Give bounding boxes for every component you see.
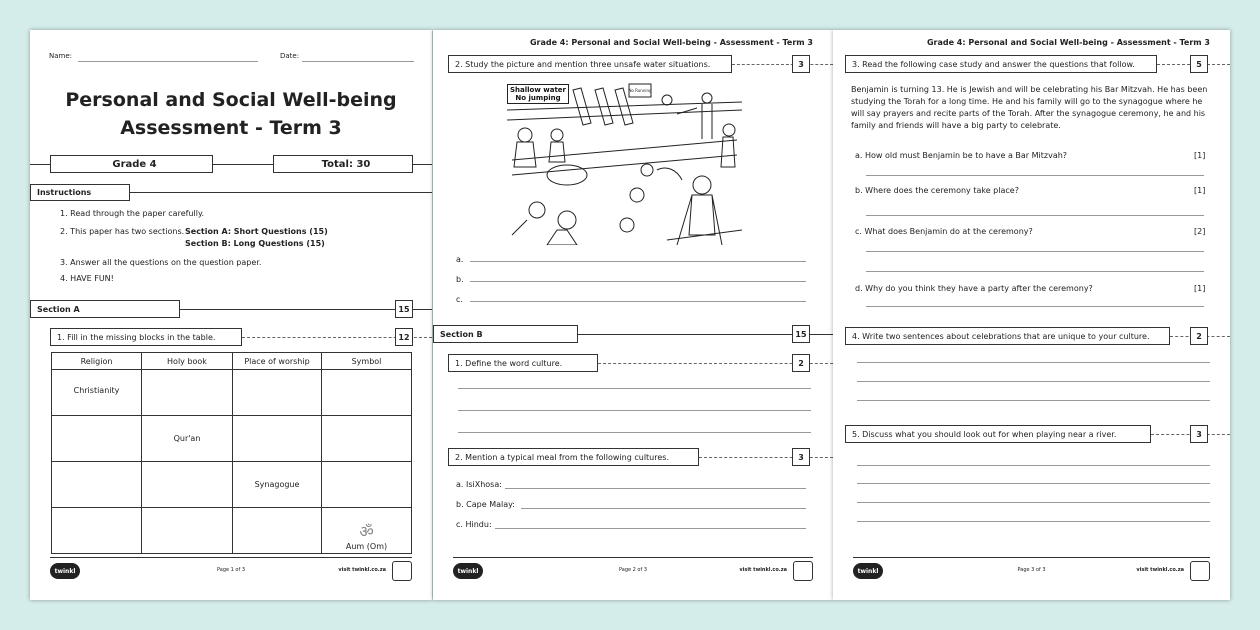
title-line-1: Personal and Social Well-being <box>65 89 397 111</box>
name-label: Name: <box>49 52 73 60</box>
dotted-leader <box>699 457 833 458</box>
total: Total: 30 <box>321 158 371 170</box>
col-holy-book: Holy book <box>142 353 233 370</box>
cell-christianity: Christianity <box>52 370 142 416</box>
answer-line[interactable] <box>505 488 806 489</box>
instruction-1: 1. Read through the paper carefully. <box>60 209 205 218</box>
answer-line-b[interactable] <box>470 281 806 282</box>
pool-tiles <box>512 140 737 175</box>
answer-line[interactable] <box>857 400 1210 401</box>
person <box>518 128 532 142</box>
table-cell[interactable] <box>52 416 142 462</box>
question-3: 3. Read the following case study and answer the questions that follow. <box>852 59 1135 69</box>
b-question-1-box <box>448 354 598 372</box>
answer-line[interactable] <box>458 388 811 389</box>
pool-safety-illustration <box>507 80 743 245</box>
footer-rule <box>853 557 1210 558</box>
worksheet-page-2 <box>433 30 833 600</box>
answer-line[interactable] <box>857 465 1210 466</box>
question-2-marks: 3 <box>792 55 810 73</box>
name-line <box>78 61 258 62</box>
sign-text: No Running <box>628 88 652 93</box>
answer-line[interactable] <box>458 432 811 433</box>
sub-question-c-marks: [2] <box>1194 227 1206 236</box>
answer-line[interactable] <box>521 508 806 509</box>
section-b-heading: Section B <box>440 329 483 339</box>
worksheet-page-3 <box>833 30 1230 600</box>
badge-icon <box>793 561 813 581</box>
answer-label-b: b. <box>456 275 464 284</box>
site-link[interactable]: visit twinkl.co.za <box>1136 567 1184 573</box>
date-line <box>302 61 414 62</box>
question-5-marks: 3 <box>1190 425 1208 443</box>
case-study-line: studying the Torah for a long time. He and his family will go to the synagogue where he <box>851 97 1203 106</box>
table-cell[interactable] <box>233 370 322 416</box>
table-cell[interactable] <box>322 462 412 508</box>
col-symbol: Symbol <box>322 353 412 370</box>
instructions-heading: Instructions <box>37 188 92 197</box>
footer-rule <box>50 557 412 558</box>
question-2: 2. Study the picture and mention three unsafe water situations. <box>455 59 711 69</box>
b-question-2-marks: 3 <box>792 448 810 466</box>
sub-question-d: d. Why do you think they have a party after the ceremony? <box>855 284 1093 293</box>
question-3-box <box>845 55 1157 73</box>
cell-synagogue: Synagogue <box>233 462 322 508</box>
question-4-marks: 2 <box>1190 327 1208 345</box>
table-cell[interactable] <box>322 370 412 416</box>
instruction-4: 4. HAVE FUN! <box>60 274 114 283</box>
answer-line[interactable] <box>866 306 1204 307</box>
instruction-3: 3. Answer all the questions on the question paper. <box>60 258 262 267</box>
answer-line[interactable] <box>857 381 1210 382</box>
answer-line[interactable] <box>857 483 1210 484</box>
sub-question-d-marks: [1] <box>1194 284 1206 293</box>
answer-label-c: c. <box>456 295 463 304</box>
badge-icon <box>1190 561 1210 581</box>
section-a-heading: Section A <box>37 304 80 314</box>
aum-label: Aum (Om) <box>345 542 388 551</box>
pool-deck <box>667 230 742 240</box>
om-symbol-icon: ॐ <box>359 522 374 541</box>
table-cell[interactable] <box>233 508 322 554</box>
answer-line[interactable] <box>857 362 1210 363</box>
pool-edge <box>507 102 742 120</box>
case-study-line: Benjamin is turning 13. He is Jewish and will be celebrating his Bar Mitzvah. He has been <box>851 85 1208 94</box>
table-cell[interactable] <box>142 370 233 416</box>
instructions-box <box>30 184 130 201</box>
table-cell[interactable] <box>322 416 412 462</box>
section-b-box <box>433 325 578 343</box>
twinkl-logo: twinkl <box>50 563 80 579</box>
table-cell[interactable] <box>52 462 142 508</box>
answer-label-a: a. <box>456 255 464 264</box>
question-3-marks: 5 <box>1190 55 1208 73</box>
sign-shallow-water: Shallow water No jumping <box>507 84 569 104</box>
question-1: 1. Fill in the missing blocks in the table. <box>57 332 216 342</box>
table-cell[interactable] <box>233 416 322 462</box>
question-5-box <box>845 425 1151 443</box>
b-question-2: 2. Mention a typical meal from the following cultures. <box>455 452 669 462</box>
section-b-marks: 15 <box>792 325 810 343</box>
page-number: Page 2 of 3 <box>618 567 648 573</box>
col-place-of-worship: Place of worship <box>233 353 322 370</box>
instruction-2: 2. This paper has two sections. <box>60 227 185 236</box>
sub-question-b-marks: [1] <box>1194 186 1206 195</box>
answer-line[interactable] <box>866 215 1204 216</box>
worksheet-page-1 <box>30 30 432 600</box>
cell-aum <box>322 508 412 554</box>
answer-line[interactable] <box>857 521 1210 522</box>
case-study-line: family and friends will have a big party to celebrate. <box>851 121 1061 130</box>
answer-line[interactable] <box>866 175 1204 176</box>
badge-icon <box>392 561 412 581</box>
sub-question-c: c. What does Benjamin do at the ceremony? <box>855 227 1033 236</box>
site-link[interactable]: visit twinkl.co.za <box>739 567 787 573</box>
table-cell[interactable] <box>142 508 233 554</box>
question-5: 5. Discuss what you should look out for when playing near a river. <box>852 429 1117 439</box>
section-a-box <box>30 300 180 318</box>
table-cell[interactable] <box>142 462 233 508</box>
section-b-detail: Section B: Long Questions (15) <box>185 239 325 248</box>
sub-question-a-marks: [1] <box>1194 151 1206 160</box>
question-2-box <box>448 55 732 73</box>
page-number: Page 1 of 3 <box>216 567 246 573</box>
b-question-1-marks: 2 <box>792 354 810 372</box>
twinkl-logo: twinkl <box>853 563 883 579</box>
table-cell[interactable] <box>52 508 142 554</box>
answer-line-a[interactable] <box>470 261 806 262</box>
question-4-box <box>845 327 1170 345</box>
question-1-marks: 12 <box>395 328 413 346</box>
question-1-box <box>50 328 242 346</box>
culture-hindu: c. Hindu: <box>456 520 492 529</box>
site-link[interactable]: visit twinkl.co.za <box>338 567 386 573</box>
running-header: Grade 4: Personal and Social Well-being - Assessment - Term 3 <box>529 38 813 47</box>
total-box <box>273 155 413 173</box>
footer-rule <box>453 557 813 558</box>
cell-quran: Qur'an <box>142 416 233 462</box>
grade-box <box>50 155 213 173</box>
grade: Grade 4 <box>112 158 157 170</box>
section-a-marks: 15 <box>395 300 413 318</box>
sub-question-a: a. How old must Benjamin be to have a Bar Mitzvah? <box>855 151 1068 160</box>
culture-cape-malay: b. Cape Malay: <box>456 500 515 509</box>
question-4: 4. Write two sentences about celebrations that are unique to your culture. <box>852 331 1150 341</box>
answer-line[interactable] <box>866 271 1204 272</box>
answer-line[interactable] <box>458 410 811 411</box>
case-study-line: will say prayers and recite parts of the Torah. After the synagogue ceremony, he and his <box>851 109 1206 118</box>
culture-isixhosa: a. IsiXhosa: <box>456 480 502 489</box>
answer-line[interactable] <box>857 502 1210 503</box>
running-header: Grade 4: Personal and Social Well-being - Assessment - Term 3 <box>926 38 1210 47</box>
religion-table <box>51 352 412 554</box>
b-question-1: 1. Define the word culture. <box>455 358 563 368</box>
answer-line[interactable] <box>866 251 1204 252</box>
b-question-2-box <box>448 448 699 466</box>
col-religion: Religion <box>52 353 142 370</box>
page-number: Page 3 of 3 <box>1017 567 1046 573</box>
answer-line[interactable] <box>495 528 806 529</box>
title-line-2: Assessment - Term 3 <box>120 117 342 139</box>
date-label: Date: <box>280 52 300 60</box>
sub-question-b: b. Where does the ceremony take place? <box>855 186 1019 195</box>
answer-line-c[interactable] <box>470 301 806 302</box>
twinkl-logo: twinkl <box>453 563 483 579</box>
section-a-detail: Section A: Short Questions (15) <box>185 227 328 236</box>
dotted-leader <box>732 64 833 65</box>
